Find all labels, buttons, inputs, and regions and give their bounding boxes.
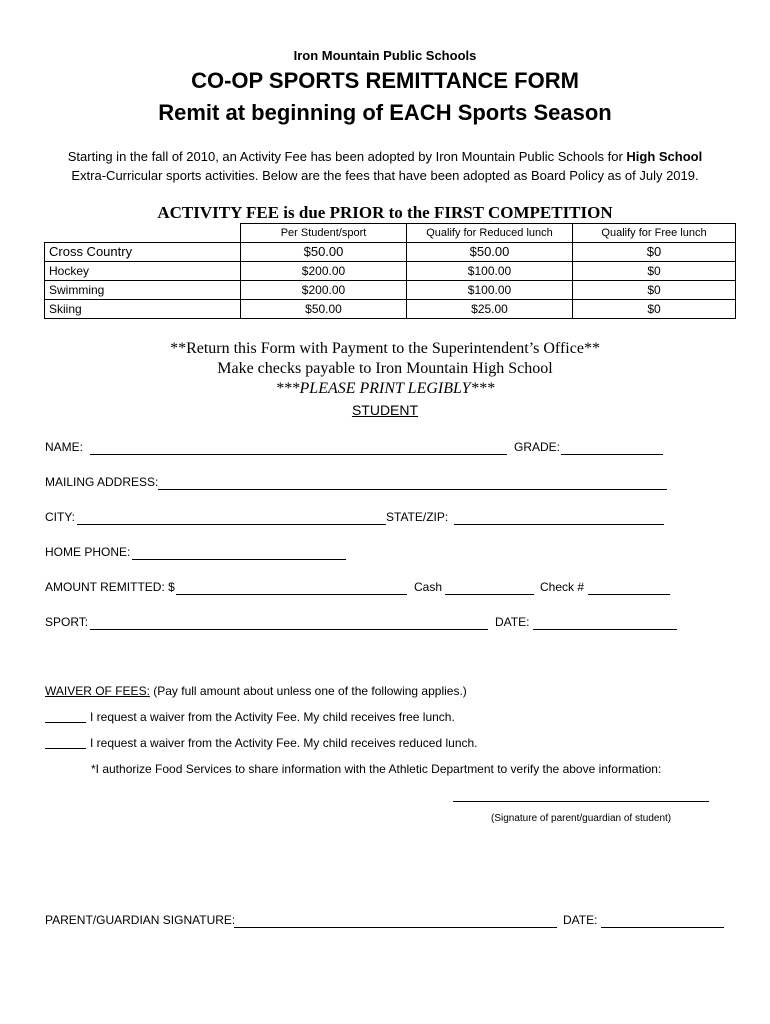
state-zip-field[interactable] bbox=[454, 524, 664, 525]
fee-cell: $0 bbox=[573, 281, 736, 300]
table-row bbox=[45, 300, 736, 319]
fee-cell: $0 bbox=[573, 243, 736, 262]
print-instruction: ***PLEASE PRINT LEGIBLY*** bbox=[275, 380, 495, 397]
waiver-signature-field[interactable] bbox=[453, 801, 709, 802]
mailing-address-label: MAILING ADDRESS: bbox=[45, 475, 159, 489]
intro-bold: High School bbox=[626, 149, 703, 164]
fee-cell: $0 bbox=[573, 300, 736, 319]
waiver-free-option: I request a waiver from the Activity Fee. My child receives free lunch. bbox=[90, 710, 455, 724]
waiver-heading-row bbox=[45, 684, 467, 698]
name-label: NAME: bbox=[45, 440, 84, 454]
table-row bbox=[45, 262, 736, 281]
city-field[interactable] bbox=[77, 524, 386, 525]
fee-table-corner bbox=[45, 224, 241, 243]
col-header: Per Student/sport bbox=[241, 224, 407, 243]
date-label: DATE: bbox=[495, 615, 530, 629]
checks-instruction: Make checks payable to Iron Mountain High School bbox=[217, 360, 553, 377]
date-field[interactable] bbox=[533, 629, 677, 630]
district-name: Iron Mountain Public Schools bbox=[293, 48, 477, 63]
fee-table-header bbox=[45, 224, 736, 243]
mailing-address-field[interactable] bbox=[158, 489, 667, 490]
check-label: Check # bbox=[540, 580, 585, 594]
return-instruction: **Return this Form with Payment to the Superintendent’s Office** bbox=[170, 340, 600, 357]
sport-label: SPORT: bbox=[45, 615, 89, 629]
fee-cell: $50.00 bbox=[241, 300, 407, 319]
fee-cell: $50.00 bbox=[241, 243, 407, 262]
parent-signature-label: PARENT/GUARDIAN SIGNATURE: bbox=[45, 913, 236, 927]
fee-cell: $25.00 bbox=[407, 300, 573, 319]
section-heading-student: STUDENT bbox=[351, 402, 419, 418]
table-row bbox=[45, 281, 736, 300]
fee-cell: $100.00 bbox=[407, 262, 573, 281]
sport-cell: Cross Country bbox=[45, 243, 241, 262]
home-phone-field[interactable] bbox=[132, 559, 346, 560]
form-subtitle: Remit at beginning of EACH Sports Season bbox=[158, 100, 612, 125]
waiver-note: (Pay full amount about unless one of the following applies.) bbox=[153, 684, 467, 698]
intro-text: Starting in the fall of 2010, an Activity Fee has been adopted by Iron Mountain Public Schools for bbox=[67, 149, 627, 164]
fee-cell: $50.00 bbox=[407, 243, 573, 262]
col-header: Qualify for Free lunch bbox=[573, 224, 736, 243]
name-field[interactable] bbox=[90, 454, 507, 455]
table-row bbox=[45, 243, 736, 262]
parent-signature-field[interactable] bbox=[234, 927, 557, 928]
fee-cell: $200.00 bbox=[241, 262, 407, 281]
check-number-field[interactable] bbox=[588, 594, 670, 595]
signature-caption: (Signature of parent/guardian of student) bbox=[491, 813, 672, 824]
form-title: CO-OP SPORTS REMITTANCE FORM bbox=[191, 68, 579, 93]
grade-field[interactable] bbox=[561, 454, 663, 455]
city-label: CITY: bbox=[45, 510, 76, 524]
intro-line2: Extra-Curricular sports activities. Below are the fees that have been adopted as Board Policy as of July 2019. bbox=[71, 168, 699, 183]
footer-date-field[interactable] bbox=[601, 927, 724, 928]
sport-cell: Skiing bbox=[45, 300, 241, 319]
fee-table bbox=[44, 223, 736, 319]
cash-field[interactable] bbox=[445, 594, 534, 595]
waiver-reduced-checkline[interactable] bbox=[45, 748, 86, 749]
footer-date-label: DATE: bbox=[563, 913, 598, 927]
sport-field[interactable] bbox=[90, 629, 488, 630]
authorization-statement: *I authorize Food Services to share information with the Athletic Department to verify the above information: bbox=[91, 762, 662, 776]
waiver-free-checkline[interactable] bbox=[45, 722, 86, 723]
intro-paragraph bbox=[0, 147, 770, 185]
amount-remitted-label: AMOUNT REMITTED: $ bbox=[45, 580, 175, 594]
waiver-heading: WAIVER OF FEES: bbox=[45, 684, 150, 698]
amount-remitted-field[interactable] bbox=[176, 594, 407, 595]
sport-cell: Hockey bbox=[45, 262, 241, 281]
fee-cell: $100.00 bbox=[407, 281, 573, 300]
fee-cell: $0 bbox=[573, 262, 736, 281]
sport-cell: Swimming bbox=[45, 281, 241, 300]
home-phone-label: HOME PHONE: bbox=[45, 545, 131, 559]
col-header: Qualify for Reduced lunch bbox=[407, 224, 573, 243]
cash-label: Cash bbox=[414, 580, 443, 594]
waiver-reduced-option: I request a waiver from the Activity Fee. My child receives reduced lunch. bbox=[90, 736, 478, 750]
fee-table-heading: ACTIVITY FEE is due PRIOR to the FIRST COMPETITION bbox=[157, 203, 613, 222]
fee-cell: $200.00 bbox=[241, 281, 407, 300]
state-zip-label: STATE/ZIP: bbox=[386, 510, 449, 524]
grade-label: GRADE: bbox=[514, 440, 561, 454]
